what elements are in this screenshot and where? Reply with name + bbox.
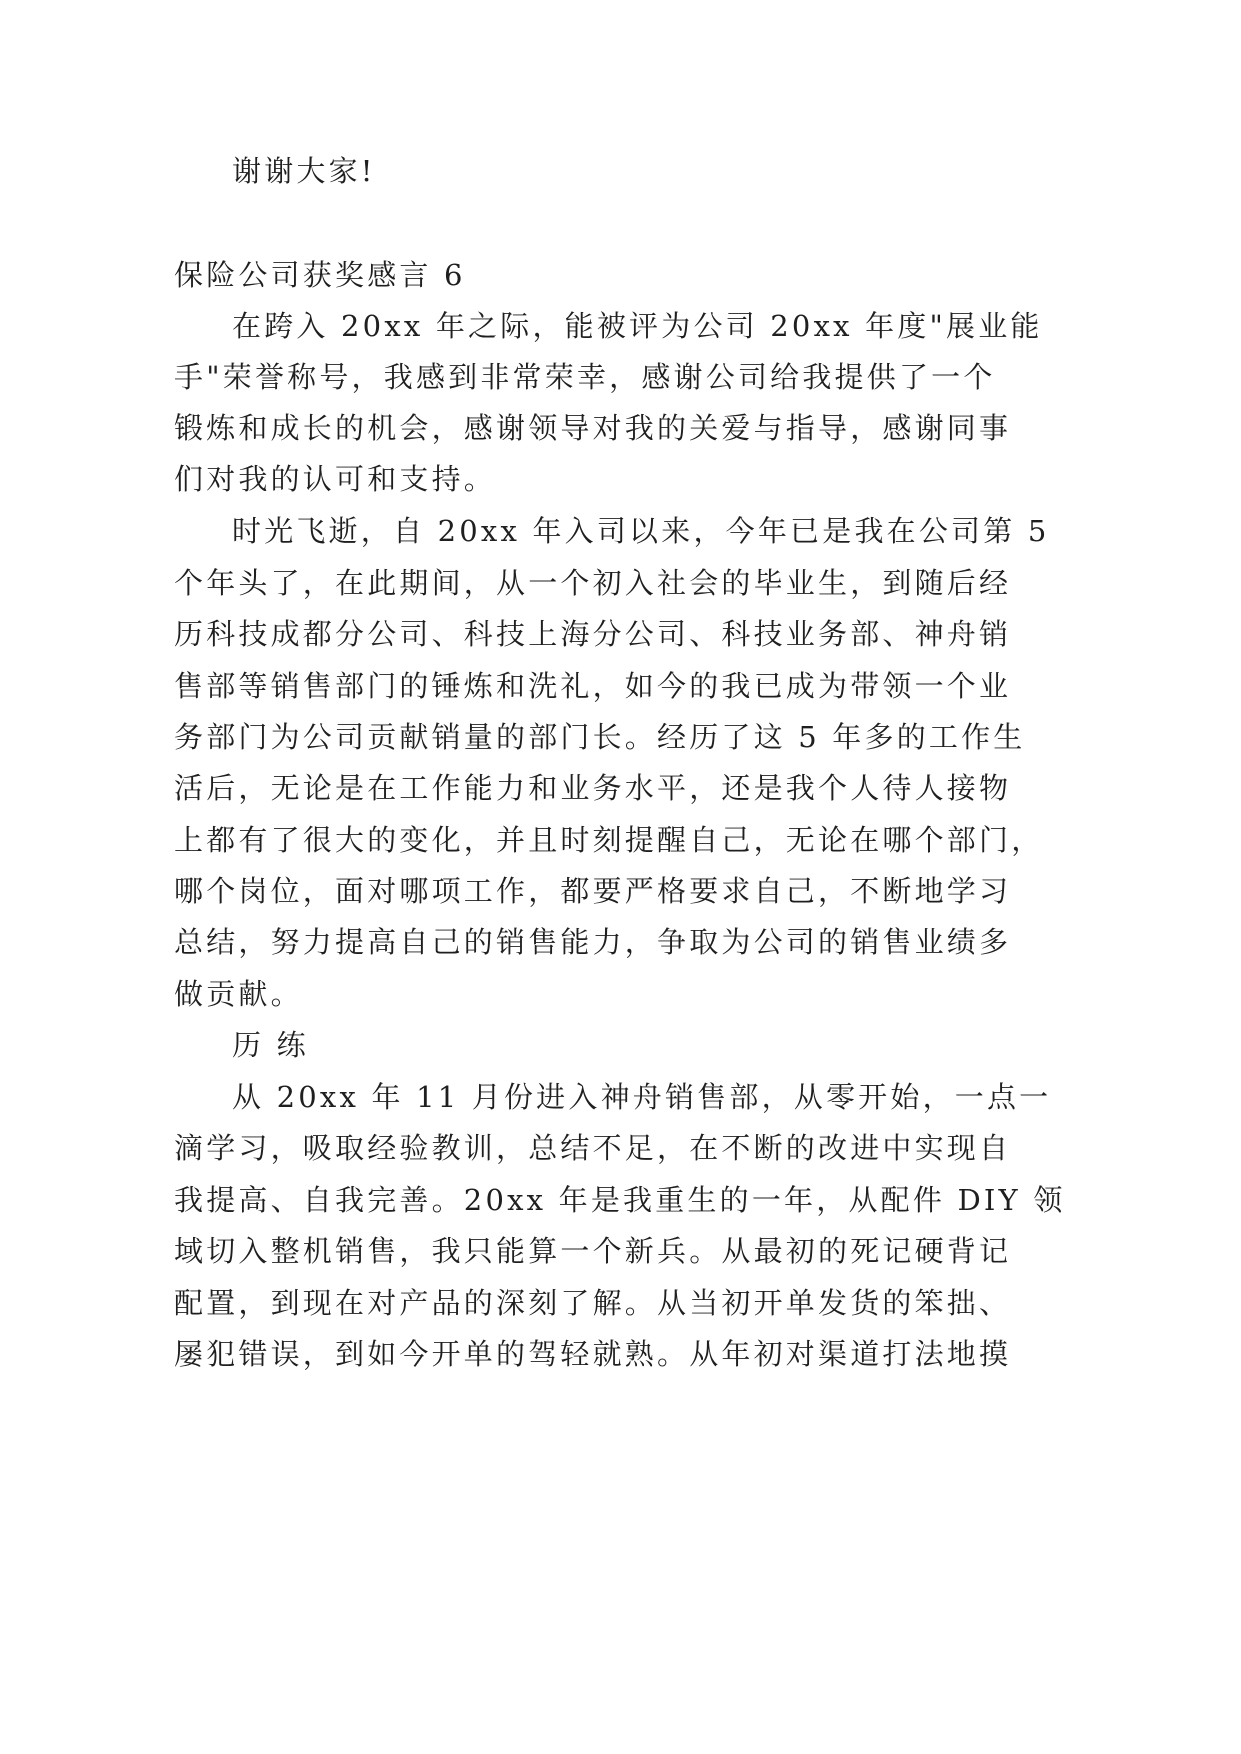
paragraph-line: 售部等销售部门的锤炼和洗礼，如今的我已成为带领一个业 <box>174 669 1012 703</box>
paragraph-line: 滴学习，吸取经验教训，总结不足，在不断的改进中实现自 <box>174 1131 1012 1165</box>
paragraph-line: 从 20xx 年 11 月份进入神舟销售部，从零开始，一点一 <box>232 1080 1052 1114</box>
paragraph-line: 域切入整机销售，我只能算一个新兵。从最初的死记硬背记 <box>174 1234 1012 1268</box>
paragraph-line: 做贡献。 <box>174 977 303 1011</box>
paragraph-line: 个年头了，在此期间，从一个初入社会的毕业生，到随后经 <box>174 566 1012 600</box>
paragraph-line: 们对我的认可和支持。 <box>174 462 497 496</box>
paragraph-line: 务部门为公司贡献销量的部门长。经历了这 5 年多的工作生 <box>174 720 1026 754</box>
paragraph-line: 总结，努力提高自己的销售能力，争取为公司的销售业绩多 <box>174 925 1012 959</box>
paragraph-line: 上都有了很大的变化，并且时刻提醒自己，无论在哪个部门， <box>174 823 1044 857</box>
closing-text: 谢谢大家! <box>232 154 376 188</box>
paragraph-line: 在跨入 20xx 年之际，能被评为公司 20xx 年度"展业能 <box>232 309 1043 343</box>
paragraph-line: 我提高、自我完善。20xx 年是我重生的一年，从配件 DIY 领 <box>174 1183 1066 1217</box>
paragraph-line: 锻炼和成长的机会，感谢领导对我的关爱与指导，感谢同事 <box>174 411 1012 445</box>
paragraph-line: 哪个岗位，面对哪项工作，都要严格要求自己，不断地学习 <box>174 874 1012 908</box>
paragraph-line: 时光飞逝，自 20xx 年入司以来，今年已是我在公司第 5 <box>232 514 1050 548</box>
paragraph-line: 历科技成都分公司、科技上海分公司、科技业务部、神舟销 <box>174 617 1012 651</box>
paragraph-line: 手"荣誉称号，我感到非常荣幸，感谢公司给我提供了一个 <box>174 360 996 394</box>
paragraph-line: 屡犯错误，到如今开单的驾轻就熟。从年初对渠道打法地摸 <box>174 1337 1012 1371</box>
paragraph-line: 配置，到现在对产品的深刻了解。从当初开单发货的笨拙、 <box>174 1286 1012 1320</box>
section-title: 保险公司获奖感言 6 <box>174 258 466 292</box>
paragraph-line: 活后，无论是在工作能力和业务水平，还是我个人待人接物 <box>174 771 1012 805</box>
subheading: 历 练 <box>232 1028 309 1062</box>
